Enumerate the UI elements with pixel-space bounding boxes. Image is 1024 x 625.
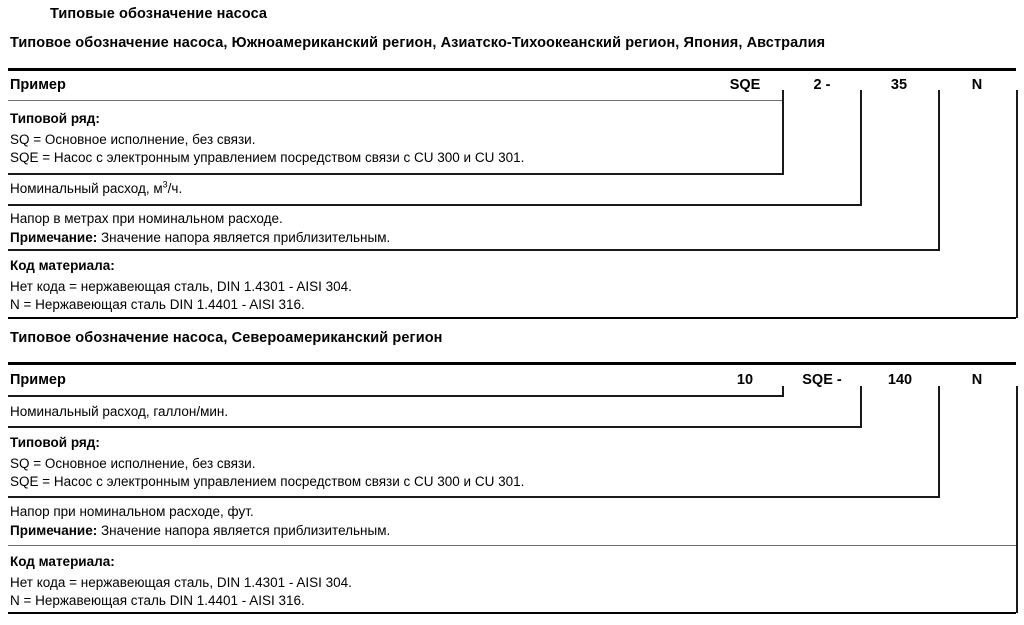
section2-leader1-horizontal <box>8 395 784 397</box>
section2-code-cell-material: N <box>971 372 983 388</box>
section2-row3-line1: Напор при номинальном расходе, фут. <box>10 504 254 519</box>
section2-row4-heading: Код материала: <box>10 554 115 569</box>
section2-bottom-rule <box>8 612 1016 614</box>
section1-row4-heading: Код материала: <box>10 258 115 273</box>
section1-row-rule-1 <box>8 100 783 101</box>
section1-row4-line2: N = Нержавеющая сталь DIN 1.4401 - AISI 316. <box>10 297 305 312</box>
page-title: Типовые обозначение насоса <box>50 6 268 22</box>
section2-code-cell-type: SQE - <box>802 372 842 388</box>
section2-row4-line1: Нет кода = нержавеющая сталь, DIN 1.4301 - AISI 304. <box>10 575 352 590</box>
section2-row2-line2: SQE = Насос с электронным управлением посредством связи с CU 300 и CU 301. <box>10 474 525 489</box>
section1-leader2-horizontal <box>8 204 862 206</box>
section1-leader3-horizontal <box>8 249 940 251</box>
section2-leader2-horizontal <box>8 426 862 428</box>
section1-example-label: Пример <box>10 77 66 93</box>
section2-row3-note <box>10 522 390 540</box>
section1-row3-note-label: Примечание: <box>10 230 98 245</box>
section1-leader3-vertical <box>938 90 940 249</box>
section1-leader1-horizontal <box>8 173 784 175</box>
section1-code-cell-head: 35 <box>890 77 908 93</box>
section2-example-label: Пример <box>10 372 66 388</box>
section1-row1-line1: SQ = Основное исполнение, без связи. <box>10 132 256 147</box>
section-title-international: Типовое обозначение насоса, Южноамериканский регион, Азиатско-Тихоокеанский регион, Япония, Австралия <box>10 35 826 51</box>
section2-row-rule-3 <box>8 545 1016 546</box>
section2-row2-line1: SQ = Основное исполнение, без связи. <box>10 456 256 471</box>
section2-row1-line1: Номинальный расход, галлон/мин. <box>10 404 229 419</box>
section1-code-cell-flow: 2 - <box>813 77 831 93</box>
section2-row2-heading: Типовой ряд: <box>10 435 100 450</box>
section2-code-cell-head: 140 <box>887 372 913 388</box>
section1-code-cell-type: SQE <box>729 77 761 93</box>
section2-row3-note-text: Значение напора является приблизительным. <box>97 523 391 538</box>
section2-leader3-horizontal <box>8 496 940 498</box>
section2-row4-line2: N = Нержавеющая сталь DIN 1.4401 - AISI 316. <box>10 593 305 608</box>
section-title-north-america: Типовое обозначение насоса, Североамериканский регион <box>10 330 443 346</box>
section1-row3-line1: Напор в метрах при номинальном расходе. <box>10 211 283 226</box>
section1-row1-line2: SQE = Насос с электронным управлением посредством связи с CU 300 и CU 301. <box>10 150 525 165</box>
section1-leader2-vertical <box>860 90 862 204</box>
section1-row2-line1: Номинальный расход, $м^3/ч$. <box>10 179 183 196</box>
section1-top-rule <box>8 68 1016 71</box>
section2-leader4-vertical <box>1016 386 1018 613</box>
section1-leader1-vertical <box>782 90 784 173</box>
section1-code-cell-material: N <box>971 77 983 93</box>
section2-code-cell-flow: 10 <box>736 372 754 388</box>
section1-bottom-rule <box>8 317 1016 319</box>
section2-leader2-vertical <box>860 386 862 427</box>
section2-row3-note-label: Примечание: <box>10 523 98 538</box>
section1-row1-heading: Типовой ряд: <box>10 111 100 126</box>
section1-row4-line1: Нет кода = нержавеющая сталь, DIN 1.4301 - AISI 304. <box>10 279 352 294</box>
section2-leader3-vertical <box>938 386 940 497</box>
section1-leader4-vertical <box>1016 90 1018 318</box>
section1-row3-note-text: Значение напора является приблизительным. <box>97 230 391 245</box>
section1-row3-note <box>10 229 390 247</box>
section2-top-rule <box>8 362 1016 365</box>
